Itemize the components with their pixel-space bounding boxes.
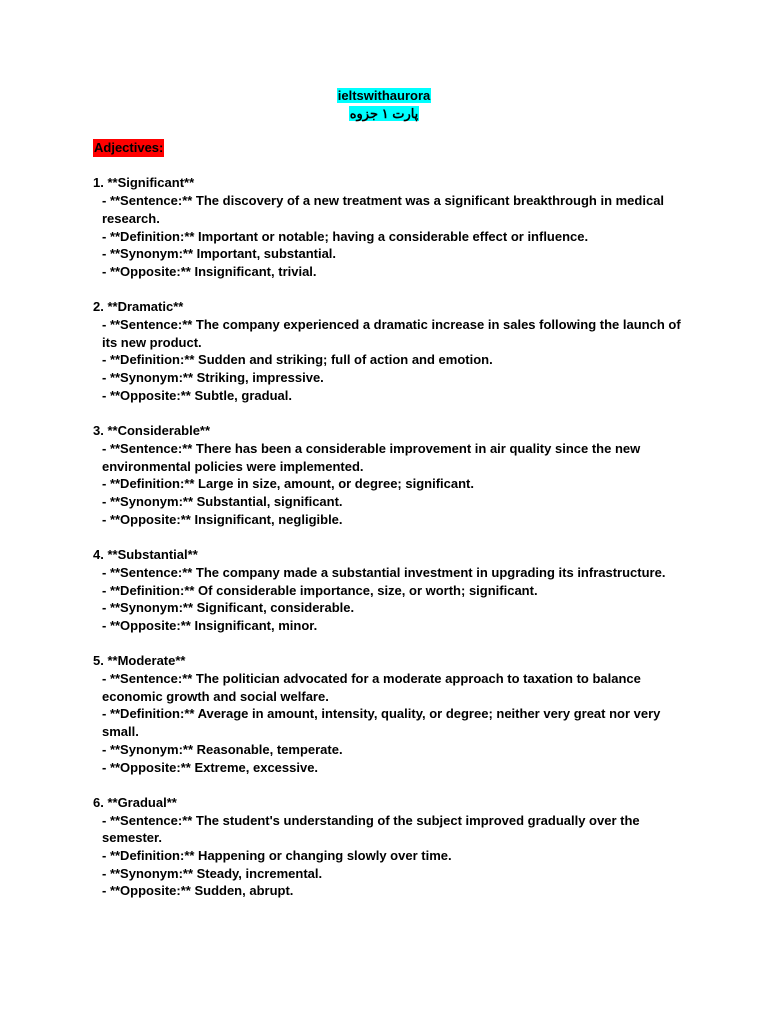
entry-opposite: - **Opposite:** Insignificant, minor. (102, 617, 318, 633)
entry-synonym: - **Synonym:** Important, substantial. (102, 246, 337, 262)
entry-dramatic (93, 298, 683, 404)
entry-significant (93, 174, 683, 280)
entry-definition: - **Definition:** Important or notable; having a considerable effect or influence. (102, 228, 589, 244)
spacer (93, 528, 683, 546)
spacer (93, 776, 683, 794)
entry-opposite: - **Opposite:** Sudden, abrupt. (102, 883, 294, 899)
entry-definition: - **Definition:** Happening or changing slowly over time. (102, 848, 452, 864)
entry-title: 4. **Substantial** (93, 547, 198, 563)
entry-gradual (93, 794, 683, 900)
document-subtitle: پارت ۱ جزوه (349, 106, 419, 121)
section-heading-line (93, 139, 683, 157)
spacer (93, 281, 683, 299)
entry-moderate (93, 652, 683, 776)
spacer (93, 157, 683, 175)
entry-opposite: - **Opposite:** Insignificant, negligible. (102, 511, 343, 527)
entry-sentence: - **Sentence:** The company experienced a dramatic increase in sales following the launch of its new product. (102, 317, 681, 350)
entry-opposite: - **Opposite:** Extreme, excessive. (102, 759, 319, 775)
entry-synonym: - **Synonym:** Striking, impressive. (102, 370, 324, 386)
spacer (93, 405, 683, 423)
entry-sentence: - **Sentence:** The politician advocated for a moderate approach to taxation to balance economic growth and social welfare. (102, 671, 641, 704)
entry-sentence: - **Sentence:** The company made a substantial investment in upgrading its infrastructure. (102, 564, 666, 580)
document-title: ieltswithaurora (337, 88, 431, 103)
entry-definition: - **Definition:** Sudden and striking; full of action and emotion. (102, 352, 493, 368)
entry-title: 1. **Significant** (93, 175, 195, 191)
document-title-line (0, 87, 768, 105)
document-body (93, 139, 683, 900)
entry-synonym: - **Synonym:** Significant, considerable. (102, 600, 355, 616)
entry-sentence: - **Sentence:** The student's understanding of the subject improved gradually over the semester. (102, 812, 640, 846)
entry-title: 5. **Moderate** (93, 653, 186, 669)
entry-sentence: - **Sentence:** The discovery of a new treatment was a significant breakthrough in medical research. (102, 193, 665, 226)
document-subtitle-line (0, 105, 768, 123)
section-heading: Adjectives: (94, 140, 164, 155)
entry-considerable (93, 422, 683, 528)
entry-opposite: - **Opposite:** Insignificant, trivial. (102, 263, 317, 279)
entry-synonym: - **Synonym:** Substantial, significant. (102, 494, 343, 510)
entry-title: 6. **Gradual** (93, 794, 177, 810)
entry-definition: - **Definition:** Of considerable importance, size, or worth; significant. (102, 582, 538, 598)
entry-sentence: - **Sentence:** There has been a considerable improvement in air quality since the new environmental policies were implemented. (102, 440, 641, 474)
entry-synonym: - **Synonym:** Steady, incremental. (102, 865, 323, 881)
entry-synonym: - **Synonym:** Reasonable, temperate. (102, 741, 343, 757)
entry-definition: - **Definition:** Large in size, amount, or degree; significant. (102, 476, 474, 492)
entry-definition: - **Definition:** Average in amount, intensity, quality, or degree; neither very great nor very small. (102, 706, 661, 740)
entry-title: 3. **Considerable** (93, 423, 211, 439)
entry-substantial (93, 546, 683, 635)
entry-title: 2. **Dramatic** (93, 299, 184, 315)
document-header (0, 87, 768, 123)
spacer (93, 635, 683, 653)
entry-opposite: - **Opposite:** Subtle, gradual. (102, 387, 292, 403)
